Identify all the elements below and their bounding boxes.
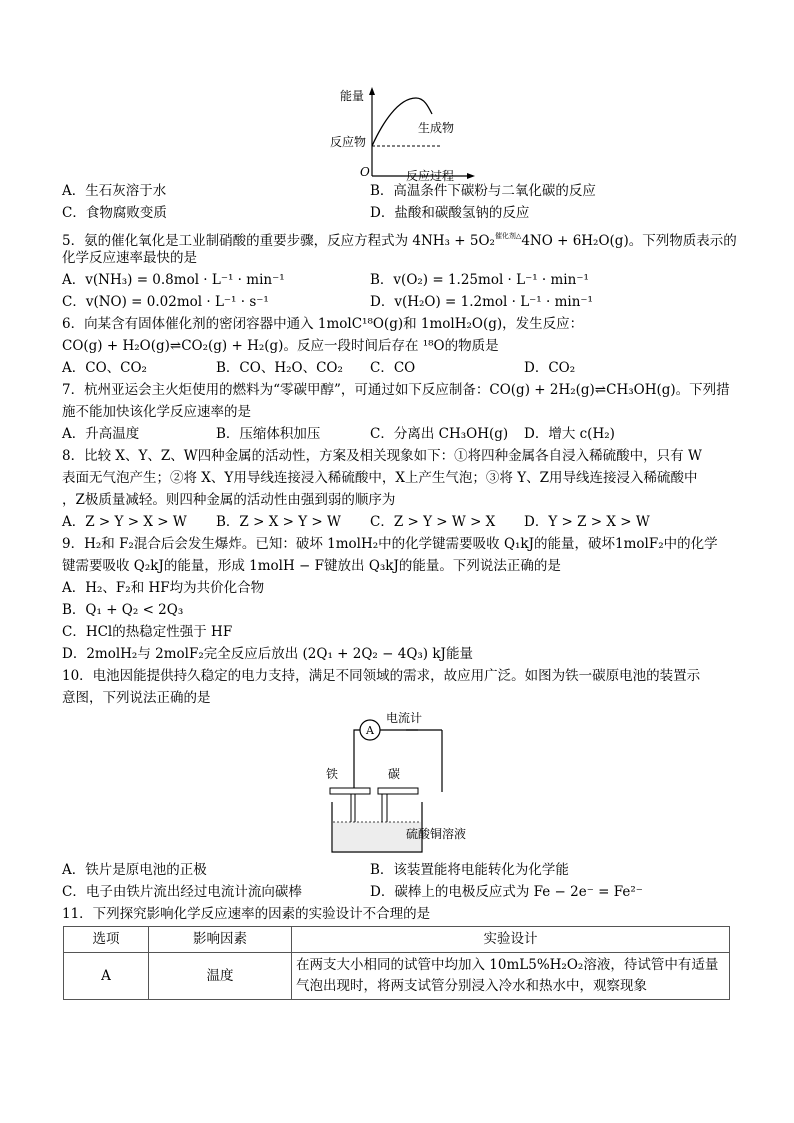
q10-option-a: A．铁片是原电池的正极 bbox=[62, 862, 207, 878]
q10-option-c: C．电子由铁片流出经过电流计流向碳棒 bbox=[62, 884, 302, 900]
header-factor: 影响因素 bbox=[149, 927, 292, 953]
row-design-line1: 在两支大小相同的试管中均加入 10mL5%H₂O₂溶液，待试管中有适量 bbox=[296, 957, 719, 973]
q9-option-a: A．H₂、F₂和 HF均为共价化合物 bbox=[62, 580, 265, 596]
q11-stem: 11．下列探究影响化学反应速率的因素的实验设计不合理的是 bbox=[62, 906, 431, 922]
q7-option-d: D．增大 c(H₂) bbox=[524, 426, 615, 442]
energy-diagram bbox=[320, 84, 480, 182]
q5-option-d: D．v(H₂O) = 1.2mol · L⁻¹ · min⁻¹ bbox=[370, 294, 593, 310]
q11-table bbox=[63, 926, 730, 1000]
galvanometer-label: 电流计 bbox=[386, 712, 423, 725]
row-option: A bbox=[64, 953, 149, 1000]
header-option: 选项 bbox=[64, 927, 149, 953]
q7-stem-line2: 施不能加快该化学反应速率的是 bbox=[62, 404, 251, 420]
q4-option-d: D．盐酸和碳酸氢钠的反应 bbox=[370, 205, 530, 221]
x-label: 反应过程 bbox=[406, 169, 455, 182]
q10-stem-line1: 10．电池因能提供持久稳定的电力支持，满足不同领域的需求，故应用广泛。如图为铁一碳原电池的装置示 bbox=[62, 668, 701, 684]
row-design bbox=[292, 953, 730, 1000]
q9-option-c: C．HCl的热稳定性强于 HF bbox=[62, 624, 233, 640]
table-header-row bbox=[64, 927, 730, 953]
q10-option-d: D．碳棒上的电极反应式为 Fe − 2e⁻ = Fe²⁻ bbox=[370, 884, 643, 900]
q6-option-a: A．CO、CO₂ bbox=[62, 360, 147, 376]
product-label: 生成物 bbox=[418, 121, 455, 135]
table-row bbox=[64, 953, 730, 1000]
q5-equation-right: 4NO + 6H₂O(g)。下列物质表示的 bbox=[521, 233, 737, 249]
q4-option-a: A．生石灰溶于水 bbox=[62, 183, 167, 199]
q10-stem-line2: 意图，下列说法正确的是 bbox=[62, 690, 211, 706]
q8-option-d: D．Y > Z > X > W bbox=[524, 514, 650, 530]
wire-left bbox=[354, 730, 418, 792]
q6-stem-line1: 6．向某含有固体催化剂的密闭容器中通入 1molC¹⁸O(g)和 1molH₂O(g)，发生反应： bbox=[62, 316, 584, 332]
row-factor: 温度 bbox=[149, 953, 292, 1000]
q8-option-a: A．Z > Y > X > W bbox=[62, 514, 187, 530]
iron-cap bbox=[330, 788, 370, 794]
q5-equation-left: 5．氨的催化氧化是工业制硝酸的重要步骤，反应方程式为 4NH₃ + 5O₂ bbox=[62, 233, 495, 249]
q6-option-d: D．CO₂ bbox=[524, 360, 576, 376]
reactant-label: 反应物 bbox=[330, 135, 367, 149]
q5-condition: 催化剂△ bbox=[494, 232, 522, 240]
galvanic-cell-diagram bbox=[318, 712, 518, 862]
q5-option-a: A．v(NH₃) = 0.8mol · L⁻¹ · min⁻¹ bbox=[62, 272, 285, 288]
iron-label: 铁 bbox=[326, 767, 339, 781]
row-design-line2: 气泡出现时，将两支试管分别浸入冷水和热水中，观察现象 bbox=[296, 978, 647, 994]
y-axis-arrow bbox=[369, 87, 375, 95]
q8-option-c: C．Z > Y > W > X bbox=[370, 514, 496, 530]
q8-stem-line2: 表面无气泡产生；②将 X、Y用导线连接浸入稀硫酸中，X上产生气泡；③将 Y、Z用导线连接浸入稀硫酸中 bbox=[62, 470, 698, 486]
y-label: 能量 bbox=[340, 89, 365, 103]
q9-option-d: D．2molH₂与 2molF₂完全反应后放出 (2Q₁ + 2Q₂ − 4Q₃) kJ能量 bbox=[62, 646, 473, 662]
header-design: 实验设计 bbox=[292, 927, 730, 953]
q5-option-b: B．v(O₂) = 1.25mol · L⁻¹ · min⁻¹ bbox=[370, 272, 589, 288]
carbon-cap bbox=[378, 788, 418, 794]
q5-stem-line2: 化学反应速率最快的是 bbox=[62, 250, 197, 266]
q7-stem-line1: 7．杭州亚运会主火炬使用的燃料为“零碳甲醇”，可通过如下反应制备：CO(g) + 2H₂(g)⇌CH₃OH(g)。下列措 bbox=[62, 382, 730, 398]
q6-option-c: C．CO bbox=[370, 360, 416, 376]
galvanometer-symbol: A bbox=[366, 724, 374, 737]
solution-label: 硫酸铜溶液 bbox=[406, 827, 467, 841]
q7-option-a: A．升高温度 bbox=[62, 426, 140, 442]
q9-stem-line2: 键需要吸收 Q₂kJ的能量，形成 1molH − F键放出 Q₃kJ的能量。下列说法正确的是 bbox=[62, 558, 561, 574]
q8-stem-line3: ，Z极质量减轻。则四种金属的活动性由强到弱的顺序为 bbox=[62, 492, 396, 508]
q6-option-b: B．CO、H₂O、CO₂ bbox=[216, 360, 343, 376]
origin-label: O bbox=[360, 165, 370, 179]
q4-option-b: B．高温条件下碳粉与二氧化碳的反应 bbox=[370, 183, 596, 199]
q9-option-b: B．Q₁ + Q₂ < 2Q₃ bbox=[62, 602, 184, 618]
q9-stem-line1: 9．H₂和 F₂混合后会发生爆炸。已知：破坏 1molH₂中的化学键需要吸收 Q₁kJ的能量，破坏1molF₂中的化学 bbox=[62, 536, 718, 552]
q10-option-b: B．该装置能将电能转化为化学能 bbox=[370, 862, 569, 878]
x-axis-arrow bbox=[467, 173, 475, 179]
q8-option-b: B．Z > X > Y > W bbox=[216, 514, 341, 530]
carbon-label: 碳 bbox=[388, 767, 401, 781]
q7-option-b: B．压缩体积加压 bbox=[216, 426, 321, 442]
q7-option-c: C．分离出 CH₃OH(g) bbox=[370, 426, 509, 442]
q5-option-c: C．v(NO) = 0.02mol · L⁻¹ · s⁻¹ bbox=[62, 294, 269, 310]
q4-option-c: C．食物腐败变质 bbox=[62, 205, 167, 221]
q8-stem-line1: 8．比较 X、Y、Z、W四种金属的活动性，方案及相关现象如下：①将四种金属各自浸入稀硫酸中，只有 W bbox=[62, 448, 702, 464]
q6-stem-line2: CO(g) + H₂O(g)⇌CO₂(g) + H₂(g)。反应一段时间后存在 ¹⁸O的物质是 bbox=[62, 338, 499, 354]
